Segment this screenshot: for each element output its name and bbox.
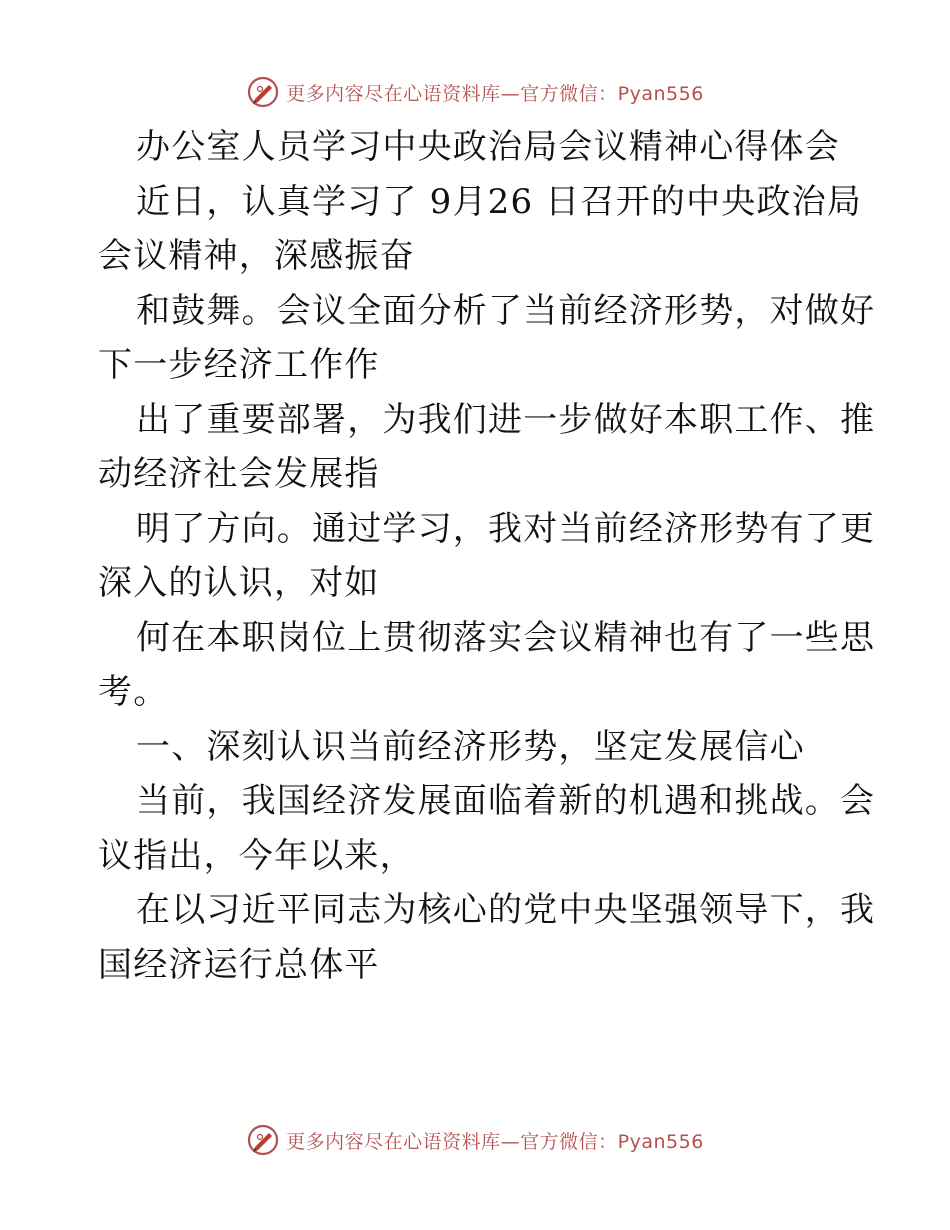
- document-body: [98, 120, 876, 992]
- quill-pen-icon: [246, 1123, 280, 1157]
- text-line: 何在本职岗位上贯彻落实会议精神也有了一些思: [136, 617, 876, 658]
- text-line: 动经济社会发展指: [98, 454, 380, 494]
- header-watermark: [0, 72, 950, 112]
- quill-pen-icon: [246, 75, 280, 109]
- footer-watermark: [0, 1120, 950, 1160]
- watermark-text: 更多内容尽在心语资料库—官方微信：Pyan556: [286, 1130, 704, 1153]
- text-line: 国经济运行总体平: [98, 944, 380, 985]
- text-line: 近日，认真学习了 9月26 日召开的中央政治局: [136, 181, 863, 222]
- text-line: 一、深刻认识当前经济形势，坚定发展信心: [136, 726, 805, 767]
- text-line: 在以习近平同志为核心的党中央坚强领导下，我: [136, 890, 876, 930]
- text-line: 议指出，今年以来，: [98, 835, 415, 876]
- watermark-text: 更多内容尽在心语资料库—官方微信：Pyan556: [286, 82, 704, 105]
- text-line: 和鼓舞。会议全面分析了当前经济形势，对做好: [136, 290, 876, 331]
- text-line: 考。: [98, 672, 169, 712]
- text-line: 深入的认识，对如: [98, 563, 380, 603]
- text-line: 会议精神，深感振奋: [98, 236, 415, 276]
- text-line: 明了方向。通过学习，我对当前经济形势有了更: [136, 508, 876, 549]
- text-line: 办公室人员学习中央政治局会议精神心得体会: [136, 127, 840, 167]
- text-line: 出了重要部署，为我们进一步做好本职工作、推: [136, 399, 876, 440]
- text-line: 当前，我国经济发展面临着新的机遇和挑战。会: [136, 781, 876, 821]
- text-line: 下一步经济工作作: [98, 345, 380, 385]
